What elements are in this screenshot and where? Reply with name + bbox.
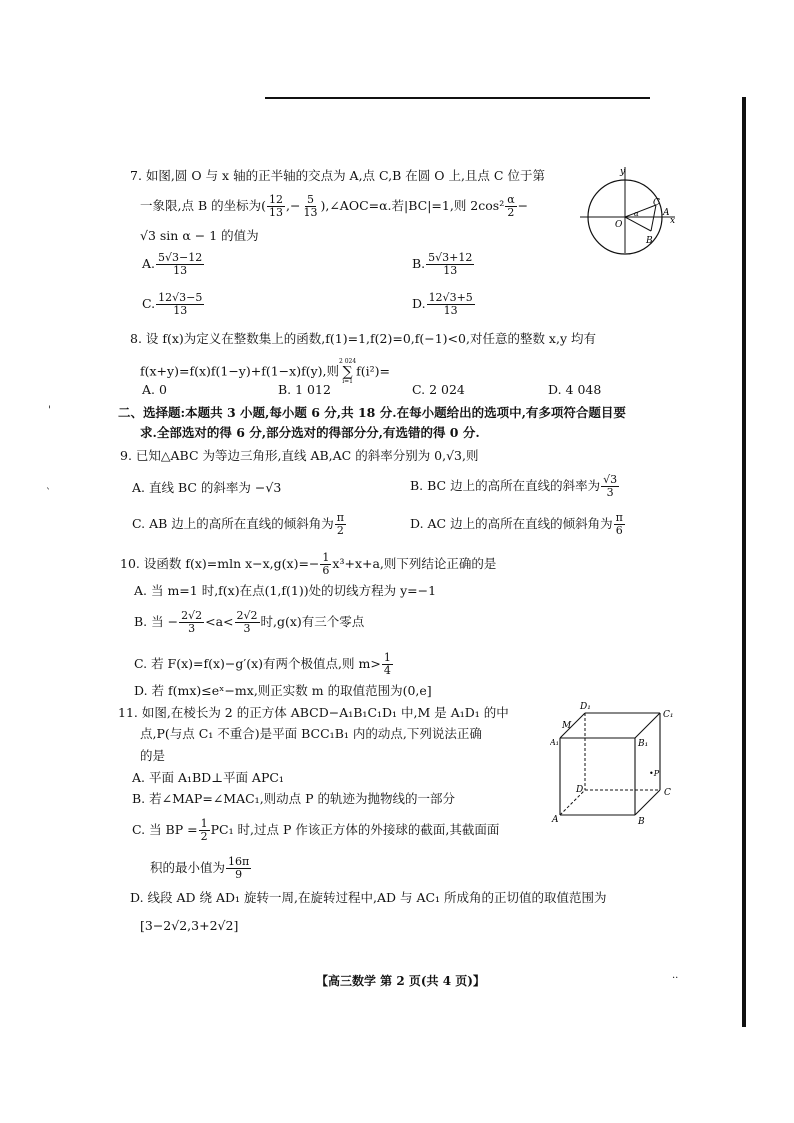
q10-option-b: B. 当 − $\frac{2√2}{3}$ <a< $\frac{2√2}{3}$ 时,g(x)有三个零点: [134, 609, 365, 635]
label-m: M: [562, 721, 572, 731]
label-d1: D₁: [580, 702, 591, 712]
section-2-line2: 求.全部选对的得 6 分,部分选对的得部分分,有选错的得 0 分.: [140, 425, 480, 440]
q7-line3: √3 sin α − 1 的值为: [140, 228, 259, 243]
label-alpha: α: [634, 210, 639, 218]
header-rule: [265, 97, 650, 99]
segment-oc: [625, 205, 656, 217]
label-c: C: [653, 198, 660, 208]
q7-option-a: A. $\frac{5√3-12}{13}$: [142, 251, 203, 277]
margin-mark: `: [46, 488, 51, 499]
q8-line2: f(x+y)=f(x)f(1−y)+f(1−x)f(y),则 2 024 ∑ i=1 f(i²)=: [140, 358, 391, 385]
label-x: x: [670, 216, 676, 226]
q11-cube-figure: [550, 700, 690, 830]
q7-line1: 7. 如图,圆 O 与 x 轴的正半轴的交点为 A,点 C,B 在圆 O 上,且点 C 位于第: [130, 168, 545, 183]
label-b: B: [646, 236, 653, 246]
edge-bc: [635, 790, 660, 815]
q8-option-a: A. 0: [142, 382, 167, 397]
segment-ob: [625, 217, 651, 231]
label-b1: B₁: [638, 739, 649, 749]
q8-option-d: D. 4 048: [548, 382, 602, 397]
q9-option-c: C. AB 边上的高所在直线的倾斜角为 $\frac{\pi}{2}$: [132, 511, 344, 537]
q7-line2: 一象限,点 B 的坐标为( $\frac{12}{13}$ ,− $\frac{5}{13}$ ),∠AOC=α.若|BC|=1,则 2cos² $\frac{\alpha}{2}$ −: [140, 193, 529, 219]
q11-line2: 点,P(与点 C₁ 不重合)是平面 BCC₁B₁ 内的动点,下列说法正确: [140, 726, 482, 741]
q8-line1: 8. 设 f(x)为定义在整数集上的函数,f(1)=1,f(2)=0,f(−1)<0,对任意的整数 x,y 均有: [130, 331, 596, 346]
q11-option-b: B. 若∠MAP=∠MAC₁,则动点 P 的轨迹为抛物线的一部分: [132, 791, 456, 806]
label-d: D: [576, 785, 584, 795]
q8-option-c: C. 2 024: [412, 382, 465, 397]
margin-mark: ': [48, 405, 51, 416]
footer-mark: ..: [672, 970, 679, 981]
q11-option-c-cont: 积的最小值为 $\frac{16\pi}{9}$: [150, 855, 250, 881]
q7-circle-figure: [580, 165, 680, 255]
label-a1: A₁: [550, 738, 559, 747]
edge-b1c1: [635, 713, 660, 738]
page-footer: 【高三数学 第 2 页(共 4 页)】: [316, 974, 485, 988]
q10-option-d: D. 若 f(mx)≤eˣ−mx,则正实数 m 的取值范围为(0,e]: [134, 683, 432, 698]
q11-option-d-range: [3−2√2,3+2√2]: [140, 918, 239, 933]
label-a: A: [552, 815, 559, 825]
q7-option-c: C. $\frac{12√3-5}{13}$: [142, 291, 203, 317]
label-y: y: [620, 167, 626, 177]
q11-option-d: D. 线段 AD 绕 AD₁ 旋转一周,在旋转过程中,AD 与 AC₁ 所成角的正切值的取值范围为: [130, 890, 607, 905]
label-o: O: [615, 220, 623, 230]
q10-stem: 10. 设函数 f(x)=mln x−x,g(x)=− $\frac{1}{6}$ x³+x+a,则下列结论正确的是: [120, 551, 497, 577]
q7-option-b: B. $\frac{5√3+12}{13}$: [412, 251, 473, 277]
right-border: [742, 97, 746, 1027]
q11-option-c: C. 当 BP = $\frac{1}{2}$ PC₁ 时,过点 P 作该正方体的外接球的截面,其截面面: [132, 817, 500, 843]
q9-option-b: B. BC 边上的高所在直线的斜率为 $\frac{√3}{3}$: [410, 473, 618, 499]
q11-option-a: A. 平面 A₁BD⊥平面 APC₁: [132, 770, 284, 785]
label-c1: C₁: [663, 710, 674, 720]
q9-option-a: A. 直线 BC 的斜率为 −√3: [132, 480, 282, 495]
label-b: B: [638, 817, 645, 827]
q7-option-d: D. $\frac{12√3+5}{13}$: [412, 291, 473, 317]
q11-line3: 的是: [140, 748, 166, 763]
q9-stem: 9. 已知△ABC 为等边三角形,直线 AB,AC 的斜率分别为 0,√3,则: [120, 448, 479, 463]
label-p: •P: [649, 769, 660, 778]
section-2-line1: 二、选择题:本题共 3 小题,每小题 6 分,共 18 分.在每小题给出的选项中,有多项符合题目要: [118, 405, 626, 420]
label-a: A: [663, 208, 670, 218]
q8-option-b: B. 1 012: [278, 382, 331, 397]
segment-bc: [651, 205, 656, 231]
q10-option-c: C. 若 F(x)=f(x)−g′(x)有两个极值点,则 m> $\frac{1}{4}$: [134, 651, 391, 677]
q11-line1: 11. 如图,在棱长为 2 的正方体 ABCD−A₁B₁C₁D₁ 中,M 是 A₁D₁ 的中: [118, 705, 509, 720]
q9-option-d: D. AC 边上的高所在直线的倾斜角为 $\frac{\pi}{6}$: [410, 511, 623, 537]
label-c: C: [664, 788, 671, 798]
q10-option-a: A. 当 m=1 时,f(x)在点(1,f(1))处的切线方程为 y=−1: [134, 583, 437, 598]
